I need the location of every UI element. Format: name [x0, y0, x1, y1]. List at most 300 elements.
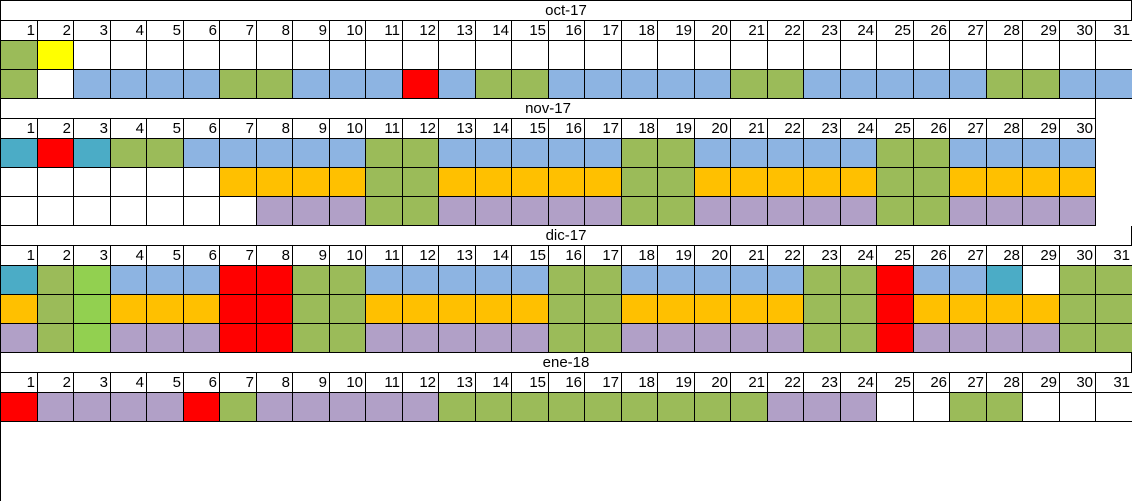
- day-status-cell: [111, 393, 147, 422]
- day-status-cell: [74, 41, 111, 70]
- day-status-cell: [768, 168, 804, 197]
- day-number: 6: [184, 373, 220, 393]
- month-title: nov-17: [1, 99, 1096, 119]
- day-status-cell: [512, 197, 549, 226]
- day-status-cell: [914, 266, 950, 295]
- day-number: 31: [1096, 373, 1132, 393]
- day-status-cell: [257, 168, 293, 197]
- day-status-cell: [914, 324, 950, 353]
- day-number: 10: [330, 246, 366, 266]
- day-number: 12: [403, 21, 439, 41]
- month-title: ene-18: [1, 353, 1132, 373]
- day-number: 28: [987, 119, 1023, 139]
- day-status-cell: [1, 266, 38, 295]
- day-number: 3: [74, 21, 111, 41]
- day-status-cell: [914, 41, 950, 70]
- day-number: 17: [585, 119, 622, 139]
- day-status-cell: [622, 393, 658, 422]
- day-number: 25: [877, 246, 914, 266]
- day-number: 7: [220, 119, 257, 139]
- month-title: dic-17: [1, 226, 1132, 246]
- day-number: 9: [293, 373, 330, 393]
- day-status-cell: [804, 70, 841, 99]
- day-status-cell: [293, 266, 330, 295]
- day-number: 5: [147, 246, 184, 266]
- day-status-cell: [366, 266, 403, 295]
- day-number: 14: [476, 246, 512, 266]
- day-status-cell: [220, 197, 257, 226]
- day-status-cell: [549, 266, 585, 295]
- day-number: 20: [695, 246, 731, 266]
- day-status-cell: [439, 70, 476, 99]
- day-number: 29: [1023, 119, 1060, 139]
- day-number: 23: [804, 21, 841, 41]
- day-status-cell: [366, 324, 403, 353]
- day-status-cell: [111, 168, 147, 197]
- day-status-cell: [330, 324, 366, 353]
- day-number: 31: [1096, 246, 1132, 266]
- day-status-cell: [38, 70, 74, 99]
- day-status-cell: [1060, 168, 1096, 197]
- day-number: 4: [111, 246, 147, 266]
- day-status-cell: [257, 266, 293, 295]
- day-status-cell: [184, 41, 220, 70]
- day-status-cell: [731, 139, 768, 168]
- day-status-cell: [731, 168, 768, 197]
- day-status-cell: [220, 324, 257, 353]
- day-status-cell: [585, 324, 622, 353]
- day-number: 28: [987, 373, 1023, 393]
- day-status-cell: [841, 324, 877, 353]
- day-status-cell: [549, 295, 585, 324]
- day-status-cell: [1023, 197, 1060, 226]
- day-status-cell: [1, 324, 38, 353]
- day-number: 29: [1023, 246, 1060, 266]
- day-status-cell: [330, 41, 366, 70]
- day-status-cell: [695, 393, 731, 422]
- day-number: 3: [74, 246, 111, 266]
- day-status-cell: [330, 139, 366, 168]
- day-status-cell: [38, 139, 74, 168]
- day-number: 18: [622, 373, 658, 393]
- day-status-cell: [147, 139, 184, 168]
- day-number: 30: [1060, 373, 1096, 393]
- day-number: 9: [293, 246, 330, 266]
- day-number: 5: [147, 373, 184, 393]
- day-number: 4: [111, 373, 147, 393]
- day-status-cell: [585, 41, 622, 70]
- day-status-cell: [38, 197, 74, 226]
- day-number: 2: [38, 246, 74, 266]
- day-status-cell: [1, 197, 38, 226]
- day-number: 27: [950, 119, 987, 139]
- day-status-cell: [622, 324, 658, 353]
- day-number: 10: [330, 21, 366, 41]
- day-status-cell: [841, 41, 877, 70]
- day-number: 1: [1, 373, 38, 393]
- day-status-cell: [1023, 324, 1060, 353]
- day-status-cell: [768, 295, 804, 324]
- day-status-cell: [841, 168, 877, 197]
- day-status-cell: [403, 324, 439, 353]
- day-status-cell: [366, 41, 403, 70]
- day-status-cell: [512, 41, 549, 70]
- day-status-cell: [768, 266, 804, 295]
- day-number: 3: [74, 119, 111, 139]
- day-status-cell: [403, 41, 439, 70]
- day-status-cell: [147, 168, 184, 197]
- day-status-cell: [1060, 393, 1096, 422]
- day-status-cell: [622, 266, 658, 295]
- day-number: 8: [257, 373, 293, 393]
- day-number: 12: [403, 373, 439, 393]
- day-status-cell: [658, 70, 695, 99]
- day-status-cell: [914, 70, 950, 99]
- day-status-cell: [658, 295, 695, 324]
- day-number: 29: [1023, 373, 1060, 393]
- day-status-cell: [257, 295, 293, 324]
- day-status-cell: [914, 168, 950, 197]
- day-status-cell: [74, 295, 111, 324]
- day-status-cell: [439, 393, 476, 422]
- day-status-cell: [695, 197, 731, 226]
- day-status-cell: [841, 295, 877, 324]
- day-status-cell: [804, 266, 841, 295]
- day-status-cell: [403, 139, 439, 168]
- day-number: 16: [549, 119, 585, 139]
- day-status-cell: [549, 139, 585, 168]
- day-number: 22: [768, 119, 804, 139]
- day-status-cell: [512, 168, 549, 197]
- day-number: 23: [804, 373, 841, 393]
- day-number: 22: [768, 246, 804, 266]
- day-status-cell: [549, 393, 585, 422]
- day-number: 19: [658, 373, 695, 393]
- day-number: 13: [439, 21, 476, 41]
- day-status-cell: [476, 266, 512, 295]
- day-number: 14: [476, 21, 512, 41]
- day-status-cell: [293, 295, 330, 324]
- day-status-cell: [184, 70, 220, 99]
- day-number: 26: [914, 21, 950, 41]
- day-status-cell: [877, 70, 914, 99]
- day-number: 20: [695, 373, 731, 393]
- day-status-cell: [147, 41, 184, 70]
- day-number: 9: [293, 21, 330, 41]
- day-number: 24: [841, 373, 877, 393]
- day-number: 27: [950, 246, 987, 266]
- day-status-cell: [841, 139, 877, 168]
- day-status-cell: [1, 70, 38, 99]
- day-status-cell: [257, 197, 293, 226]
- day-status-cell: [74, 70, 111, 99]
- day-number: 2: [38, 119, 74, 139]
- day-status-cell: [293, 197, 330, 226]
- day-number: 25: [877, 21, 914, 41]
- day-status-cell: [293, 41, 330, 70]
- day-status-cell: [366, 139, 403, 168]
- day-status-cell: [549, 324, 585, 353]
- day-number: 5: [147, 119, 184, 139]
- day-status-cell: [622, 295, 658, 324]
- day-number: 20: [695, 119, 731, 139]
- day-number: 23: [804, 119, 841, 139]
- day-status-cell: [987, 168, 1023, 197]
- day-status-cell: [1023, 41, 1060, 70]
- day-status-cell: [257, 393, 293, 422]
- day-status-cell: [1060, 41, 1096, 70]
- day-status-cell: [1023, 139, 1060, 168]
- day-status-cell: [950, 295, 987, 324]
- day-status-cell: [257, 70, 293, 99]
- day-status-cell: [950, 266, 987, 295]
- day-status-cell: [74, 197, 111, 226]
- day-status-cell: [330, 70, 366, 99]
- day-status-cell: [768, 139, 804, 168]
- day-status-cell: [841, 266, 877, 295]
- day-status-cell: [987, 393, 1023, 422]
- day-number: 21: [731, 373, 768, 393]
- day-number: 1: [1, 21, 38, 41]
- day-status-cell: [220, 168, 257, 197]
- day-status-cell: [439, 168, 476, 197]
- day-number: 27: [950, 21, 987, 41]
- day-status-cell: [476, 393, 512, 422]
- day-status-cell: [220, 266, 257, 295]
- day-status-cell: [184, 139, 220, 168]
- day-status-cell: [731, 41, 768, 70]
- day-number: 24: [841, 119, 877, 139]
- day-number: 28: [987, 246, 1023, 266]
- day-status-cell: [330, 393, 366, 422]
- day-number: 13: [439, 246, 476, 266]
- day-status-cell: [220, 139, 257, 168]
- day-status-cell: [658, 41, 695, 70]
- day-status-cell: [220, 70, 257, 99]
- day-status-cell: [695, 266, 731, 295]
- day-status-cell: [731, 324, 768, 353]
- day-status-cell: [1060, 139, 1096, 168]
- day-status-cell: [695, 41, 731, 70]
- day-status-cell: [439, 197, 476, 226]
- day-status-cell: [439, 324, 476, 353]
- day-number: 19: [658, 246, 695, 266]
- day-number: 21: [731, 21, 768, 41]
- day-number: 25: [877, 373, 914, 393]
- day-status-cell: [1096, 295, 1132, 324]
- day-status-cell: [512, 393, 549, 422]
- day-number: 13: [439, 119, 476, 139]
- day-status-cell: [403, 266, 439, 295]
- day-status-cell: [585, 266, 622, 295]
- day-status-cell: [74, 266, 111, 295]
- day-status-cell: [585, 393, 622, 422]
- day-status-cell: [184, 295, 220, 324]
- day-status-cell: [987, 324, 1023, 353]
- day-status-cell: [1023, 295, 1060, 324]
- day-status-cell: [111, 324, 147, 353]
- day-status-cell: [184, 266, 220, 295]
- day-status-cell: [804, 139, 841, 168]
- day-status-cell: [512, 324, 549, 353]
- day-status-cell: [1023, 70, 1060, 99]
- day-status-cell: [184, 393, 220, 422]
- day-status-cell: [111, 70, 147, 99]
- day-status-cell: [1096, 266, 1132, 295]
- day-number: 4: [111, 21, 147, 41]
- day-status-cell: [184, 197, 220, 226]
- day-status-cell: [257, 324, 293, 353]
- day-number: 23: [804, 246, 841, 266]
- day-number: 8: [257, 21, 293, 41]
- day-status-cell: [987, 70, 1023, 99]
- day-number: 15: [512, 21, 549, 41]
- day-status-cell: [1060, 197, 1096, 226]
- day-number: 22: [768, 373, 804, 393]
- day-number: 22: [768, 21, 804, 41]
- day-status-cell: [914, 197, 950, 226]
- day-status-cell: [1, 41, 38, 70]
- day-status-cell: [512, 139, 549, 168]
- day-status-cell: [950, 168, 987, 197]
- day-number: 16: [549, 246, 585, 266]
- day-status-cell: [439, 295, 476, 324]
- day-status-cell: [1096, 393, 1132, 422]
- day-status-cell: [950, 41, 987, 70]
- day-status-cell: [622, 168, 658, 197]
- day-status-cell: [695, 295, 731, 324]
- day-number: 7: [220, 373, 257, 393]
- day-status-cell: [987, 41, 1023, 70]
- day-status-cell: [74, 139, 111, 168]
- day-number: 5: [147, 21, 184, 41]
- day-status-cell: [330, 295, 366, 324]
- day-number: 19: [658, 119, 695, 139]
- day-status-cell: [293, 393, 330, 422]
- day-number: 8: [257, 119, 293, 139]
- day-status-cell: [585, 295, 622, 324]
- day-number: 29: [1023, 21, 1060, 41]
- day-number: 20: [695, 21, 731, 41]
- day-status-cell: [658, 197, 695, 226]
- day-status-cell: [257, 41, 293, 70]
- day-status-cell: [549, 41, 585, 70]
- day-status-cell: [1023, 168, 1060, 197]
- day-status-cell: [768, 41, 804, 70]
- day-status-cell: [549, 197, 585, 226]
- day-number: 21: [731, 246, 768, 266]
- day-status-cell: [695, 139, 731, 168]
- day-status-cell: [1, 393, 38, 422]
- day-number: 17: [585, 246, 622, 266]
- day-status-cell: [1, 139, 38, 168]
- day-status-cell: [257, 139, 293, 168]
- day-status-cell: [658, 266, 695, 295]
- day-status-cell: [950, 70, 987, 99]
- day-status-cell: [987, 295, 1023, 324]
- day-status-cell: [366, 197, 403, 226]
- day-number: 18: [622, 246, 658, 266]
- day-status-cell: [38, 324, 74, 353]
- day-status-cell: [695, 168, 731, 197]
- day-status-cell: [512, 295, 549, 324]
- day-number: 4: [111, 119, 147, 139]
- day-number: 2: [38, 21, 74, 41]
- day-status-cell: [476, 41, 512, 70]
- day-status-cell: [476, 197, 512, 226]
- day-status-cell: [622, 139, 658, 168]
- day-status-cell: [476, 324, 512, 353]
- day-status-cell: [658, 168, 695, 197]
- day-status-cell: [111, 139, 147, 168]
- day-status-cell: [366, 168, 403, 197]
- day-status-cell: [585, 168, 622, 197]
- day-status-cell: [38, 295, 74, 324]
- day-status-cell: [74, 324, 111, 353]
- day-number: 30: [1060, 246, 1096, 266]
- day-status-cell: [658, 393, 695, 422]
- day-status-cell: [38, 393, 74, 422]
- day-number: 7: [220, 21, 257, 41]
- day-status-cell: [330, 266, 366, 295]
- day-status-cell: [804, 393, 841, 422]
- day-status-cell: [658, 139, 695, 168]
- day-number: 2: [38, 373, 74, 393]
- day-status-cell: [987, 266, 1023, 295]
- day-status-cell: [804, 168, 841, 197]
- day-status-cell: [476, 295, 512, 324]
- day-status-cell: [330, 168, 366, 197]
- day-number: 1: [1, 246, 38, 266]
- day-status-cell: [877, 266, 914, 295]
- day-status-cell: [184, 168, 220, 197]
- day-status-cell: [658, 324, 695, 353]
- day-status-cell: [439, 266, 476, 295]
- day-status-cell: [1060, 324, 1096, 353]
- day-status-cell: [877, 41, 914, 70]
- day-status-cell: [439, 41, 476, 70]
- day-status-cell: [220, 295, 257, 324]
- day-number: 12: [403, 119, 439, 139]
- day-status-cell: [804, 324, 841, 353]
- day-status-cell: [914, 295, 950, 324]
- day-status-cell: [622, 41, 658, 70]
- day-status-cell: [74, 168, 111, 197]
- day-status-cell: [74, 393, 111, 422]
- day-status-cell: [403, 295, 439, 324]
- day-number: 10: [330, 373, 366, 393]
- day-number: 3: [74, 373, 111, 393]
- day-number: 15: [512, 119, 549, 139]
- day-number: 27: [950, 373, 987, 393]
- day-number: 6: [184, 21, 220, 41]
- day-status-cell: [731, 70, 768, 99]
- day-number: 11: [366, 373, 403, 393]
- day-status-cell: [1, 295, 38, 324]
- day-status-cell: [220, 393, 257, 422]
- day-number: 28: [987, 21, 1023, 41]
- day-status-cell: [768, 324, 804, 353]
- day-status-cell: [476, 168, 512, 197]
- day-status-cell: [549, 168, 585, 197]
- day-number: 17: [585, 21, 622, 41]
- day-status-cell: [439, 139, 476, 168]
- day-status-cell: [476, 70, 512, 99]
- day-status-cell: [38, 168, 74, 197]
- day-status-cell: [950, 393, 987, 422]
- day-status-cell: [914, 139, 950, 168]
- day-status-cell: [147, 266, 184, 295]
